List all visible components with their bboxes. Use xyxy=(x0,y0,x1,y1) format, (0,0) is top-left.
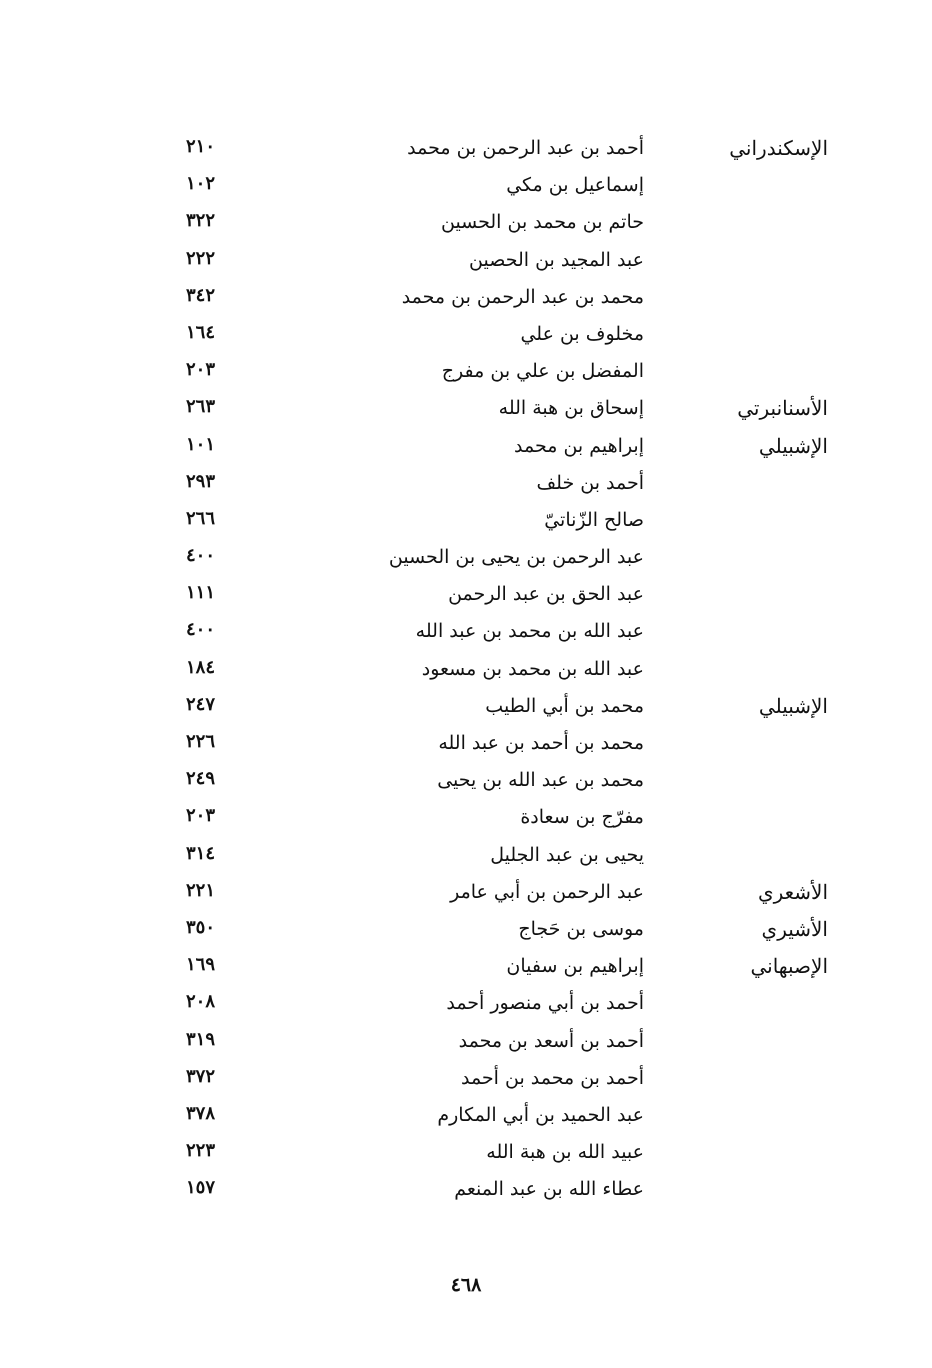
entry-page-number: ٣٥٠ xyxy=(186,916,216,938)
index-entry xyxy=(0,390,932,427)
entry-page-number: ٢٢٦ xyxy=(186,731,216,752)
page-number: ٤٦٨ xyxy=(450,1274,482,1296)
entry-page-number: ٤٠٠ xyxy=(186,545,216,567)
entry-nisba: الأشعري xyxy=(757,879,828,904)
entry-name: إسحاق بن هبة الله xyxy=(498,397,644,420)
index-entry xyxy=(0,242,932,279)
entry-name: محمد بن أبي الطيب xyxy=(485,694,644,717)
entry-name: أحمد بن عبد الرحمن بن محمد xyxy=(407,137,644,159)
index-entry xyxy=(0,1134,932,1171)
entry-name: أحمد بن محمد بن أحمد xyxy=(460,1066,644,1089)
entry-name: عبد المجيد بن الحصين xyxy=(469,248,644,271)
index-entry xyxy=(0,651,932,688)
entry-page-number: ٢٦٣ xyxy=(186,396,216,418)
entry-name: عبد الرحمن بن أبي عامر xyxy=(450,880,644,903)
entry-name: عبد الرحمن بن يحيى بن الحسين xyxy=(388,546,644,569)
entry-page-number: ٢٦٦ xyxy=(186,507,216,529)
entry-page-number: ٢٠٣ xyxy=(186,359,216,381)
index-entry xyxy=(0,1171,932,1208)
entry-name: عبد الحق بن عبد الرحمن xyxy=(448,583,644,606)
entry-name: محمد بن عبد الله بن يحيى xyxy=(437,769,644,792)
entry-name: عبد الله بن محمد بن عبد الله xyxy=(415,620,644,643)
entry-name: أحمد بن أسعد بن محمد xyxy=(458,1029,644,1052)
entry-name: أحمد بن أبي منصور أحمد xyxy=(446,992,644,1015)
entry-name: محمد بن أحمد بن عبد الله xyxy=(438,732,644,754)
entry-name: حاتم بن محمد بن الحسين xyxy=(440,211,644,234)
entry-name: عبيد الله بن هبة الله xyxy=(486,1141,644,1164)
entry-page-number: ٢٢٢ xyxy=(186,247,216,269)
entry-nisba: الإصبهاني xyxy=(750,954,828,979)
index-entry xyxy=(0,130,932,167)
entry-name: محمد بن عبد الرحمن بن محمد xyxy=(401,285,644,308)
entry-page-number: ٢٠٨ xyxy=(186,991,216,1013)
entry-page-number: ٣١٤ xyxy=(186,842,216,864)
index-list xyxy=(0,130,932,1208)
entry-nisba: الإشبيلي xyxy=(758,693,828,718)
entry-page-number: ٢١٠ xyxy=(186,136,216,157)
entry-name: يحيى بن عبد الجليل xyxy=(490,843,644,866)
entry-nisba: الإسكندراني xyxy=(729,136,828,160)
entry-nisba: الأسنانبرتي xyxy=(737,396,828,421)
index-entry xyxy=(0,1097,932,1134)
entry-page-number: ٢٤٧ xyxy=(186,693,216,715)
index-entry xyxy=(0,985,932,1022)
index-entry xyxy=(0,688,932,725)
index-entry xyxy=(0,948,932,985)
index-entry xyxy=(0,799,932,836)
index-entry xyxy=(0,279,932,316)
entry-nisba: الأشيري xyxy=(761,916,828,941)
index-entry xyxy=(0,353,932,390)
entry-page-number: ٣٧٢ xyxy=(186,1065,216,1087)
entry-name: مخلوف بن علي xyxy=(520,322,644,345)
entry-name: إسماعيل بن مكي xyxy=(506,174,644,197)
entry-page-number: ٢٢١ xyxy=(186,879,216,901)
index-entry xyxy=(0,874,932,911)
index-entry xyxy=(0,1023,932,1060)
entry-name: عطاء الله بن عبد المنعم xyxy=(454,1178,644,1201)
entry-page-number: ٣٧٨ xyxy=(186,1102,216,1124)
index-entry xyxy=(0,465,932,502)
entry-page-number: ٤٠٠ xyxy=(186,619,216,641)
index-entry xyxy=(0,428,932,465)
entry-name: عبد الله بن محمد بن مسعود xyxy=(421,657,644,680)
entry-name: موسى بن حَجاج xyxy=(518,917,644,940)
entry-name: إبراهيم بن محمد xyxy=(514,434,644,457)
entry-page-number: ٣٤٢ xyxy=(186,284,216,306)
entry-page-number: ٢٠٣ xyxy=(186,805,216,827)
index-entry xyxy=(0,1060,932,1097)
entry-name: صالح الزّناتيّ xyxy=(544,508,644,531)
index-entry xyxy=(0,762,932,799)
entry-page-number: ٣١٩ xyxy=(186,1028,216,1050)
index-entry xyxy=(0,316,932,353)
entry-page-number: ١٨٤ xyxy=(186,656,216,678)
index-entry xyxy=(0,167,932,204)
index-entry xyxy=(0,576,932,613)
entry-page-number: ١٥٧ xyxy=(186,1177,216,1199)
entry-page-number: ٢٤٩ xyxy=(186,768,216,790)
entry-name: عبد الحميد بن أبي المكارم xyxy=(437,1103,644,1126)
entry-page-number: ٢٩٣ xyxy=(186,470,216,492)
entry-name: مفرّج بن سعادة xyxy=(520,806,644,829)
entry-page-number: ١٦٩ xyxy=(186,954,216,976)
entry-page-number: ١١١ xyxy=(186,582,216,604)
index-entry xyxy=(0,204,932,241)
entry-page-number: ١٠١ xyxy=(186,433,216,455)
entry-name: أحمد بن خلف xyxy=(536,471,644,494)
entry-name: إبراهيم بن سفيان xyxy=(506,955,644,978)
entry-page-number: ١٠٢ xyxy=(186,173,216,195)
index-entry xyxy=(0,502,932,539)
index-entry xyxy=(0,613,932,650)
index-entry xyxy=(0,837,932,874)
entry-name: المفضل بن علي بن مفرج xyxy=(441,360,644,383)
index-entry xyxy=(0,539,932,576)
entry-page-number: ١٦٤ xyxy=(186,321,216,343)
index-entry xyxy=(0,911,932,948)
index-entry xyxy=(0,725,932,762)
entry-page-number: ٢٢٣ xyxy=(186,1140,216,1162)
entry-nisba: الإشبيلي xyxy=(758,433,828,458)
entry-page-number: ٣٢٢ xyxy=(186,210,216,232)
